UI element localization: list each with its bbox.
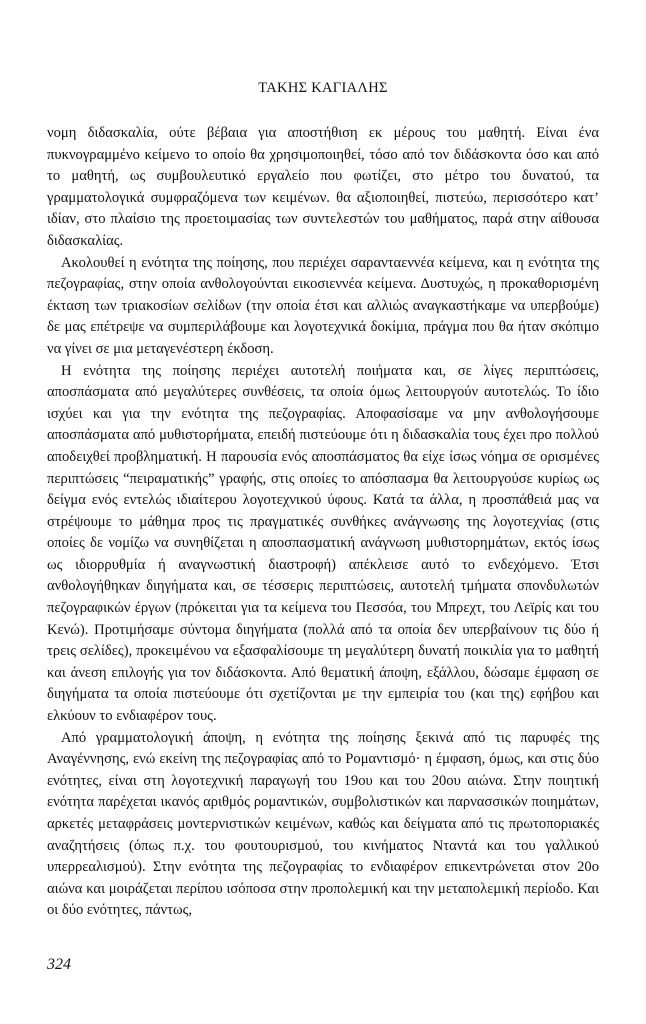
body-text xyxy=(47,123,599,922)
paragraph: Η ενότητα της ποίησης περιέχει αυτοτελή ποιήματα και, σε λίγες περιπτώσεις, αποσπάσματα από μεγαλύτερες συνθέσεις, τα οποία όμως λειτουργούν αυτοτελώς. Το ίδιο ισχύει και για την ενότητα της πεζογραφίας. Αποφασίσαμε να μην ανθολογήσουμε αποσπάσματα από μυθιστορήματα, επειδή πιστεύουμε ότι η διδασκαλία τους έχει προ πολλού αποδειχθεί προβληματική. Η παρουσία ενός αποσπάσματος θα είχε ίσως νόημα σε ορισμένες περιπτώσεις “πειραματικής” γραφής, στις οποίες το απόσπασμα θα λειτουργούσε κυρίως ως δείγμα ενός εντελώς ιδιαίτερου λογοτεχνικού ύφους. Κατά τα άλλα, η προσπάθειά μας να στρέψουμε το μάθημα προς τις πραγματικές συνθήκες ανάγνωσης της λογοτεχνίας (στις οποίες δε νομίζω να συνηθίζεται η αποσπασματική ανάγνωση μυθιστορημάτων, εκτός ίσως ως ιδιορρυθμία ή αναγνωστική διαστροφή) απέκλεισε αυτό το ενδεχόμενο. Έτσι ανθολογήθηκαν διηγήματα και, σε τέσσερις περιπτώσεις, αυτοτελή τμήματα σπονδυλωτών πεζογραφικών έργων (πρόκειται για τα κείμενα του Πεσσόα, του Μπρεχτ, του Λεϊρίς και του Κενώ). Προτιμήσαμε σύντομα διηγήματα (πολλά από τα οποία δεν υπερβαίνουν τις δύο ή τρεις σελίδες), προκειμένου να εξασφαλίσουμε τη μεγαλύτερη δυνατή ποικιλία για το μαθητή και άνεση επιλογής για τον διδάσκοντα. Από θεματική άποψη, εξάλλου, δώσαμε έμφαση σε διηγήματα τα οποία πιστεύουμε ότι σχετίζονται με την εμπειρία του (και της) εφήβου και ελκύουν το ενδιαφέρον τους. xyxy=(47,362,599,725)
page-number: 324 xyxy=(47,956,71,973)
paragraph: Ακολουθεί η ενότητα της ποίησης, που περιέχει σαρανταεννέα κείμενα, και η ενότητα της πεζογραφίας, στην οποία ανθολογούνται εικοσιεννέα κείμενα. Δυστυχώς, η προκαθορισμένη έκταση των τριακοσίων σελίδων (την οποία έτσι και αλλιώς αναγκαστήκαμε να υπερβούμε) δε μας επέτρεψε να συμπεριλάβουμε και λογοτεχνικά δοκίμια, πράγμα που θα ήταν σκόπιμο να γίνει σε μια μεταγενέστερη έκδοση. xyxy=(47,254,599,357)
paragraph-continuation: νομη διδασκαλία, ούτε βέβαια για αποστήθιση εκ μέρους του μαθητή. Είναι ένα πυκνογραμμένο κείμενο το οποίο θα χρησιμοποιηθεί, τόσο από τον διδάσκοντα όσο και από το μαθητή, ως συμβουλευτικό εργαλείο που φωτίζει, στο μέτρο του δυνατού, τα γραμματολογικά συμφραζόμενα των κειμένων. θα αξιοποιηθεί, πιστεύω, περισσότερο κατ’ ιδίαν, στο πλαίσιο της προετοιμασίας των συντελεστών του μαθήματος, παρά στην αίθουσα διδασκαλίας. xyxy=(47,125,599,249)
running-header: ΤΑΚΗΣ ΚΑΓΙΑΛΗΣ xyxy=(258,80,388,96)
paragraph: Από γραμματολογική άποψη, η ενότητα της ποίησης ξεκινά από τις παρυφές της Αναγέννησης, ενώ εκείνη της πεζογραφίας από το Ρομαντισμό· η έμφαση, όμως, και στις δύο ενότητες, είναι στη λογοτεχνική παραγωγή του 19ου και του 20ου αιώνα. Στην ποιητική ενότητα παρέχεται ικανός αριθμός ρομαντικών, συμβολιστικών και παρνασσικών ποιημάτων, αρκετές μεταφράσεις μοντερνιστικών κειμένων, καθώς και δείγματα από τις πρωτοποριακές αναζητήσεις (όπως π.χ. του φουτουρισμού, του κινήματος Νταντά και του γαλλικού υπερρεαλισμού). Στην ενότητα της πεζογραφίας το ενδιαφέρον επικεντρώνεται στον 20ο αιώνα και μοιράζεται περίπου ισόποσα στην προπολεμική και την μεταπολεμική περίοδο. Και οι δύο ενότητες, πάντως, xyxy=(47,729,599,919)
